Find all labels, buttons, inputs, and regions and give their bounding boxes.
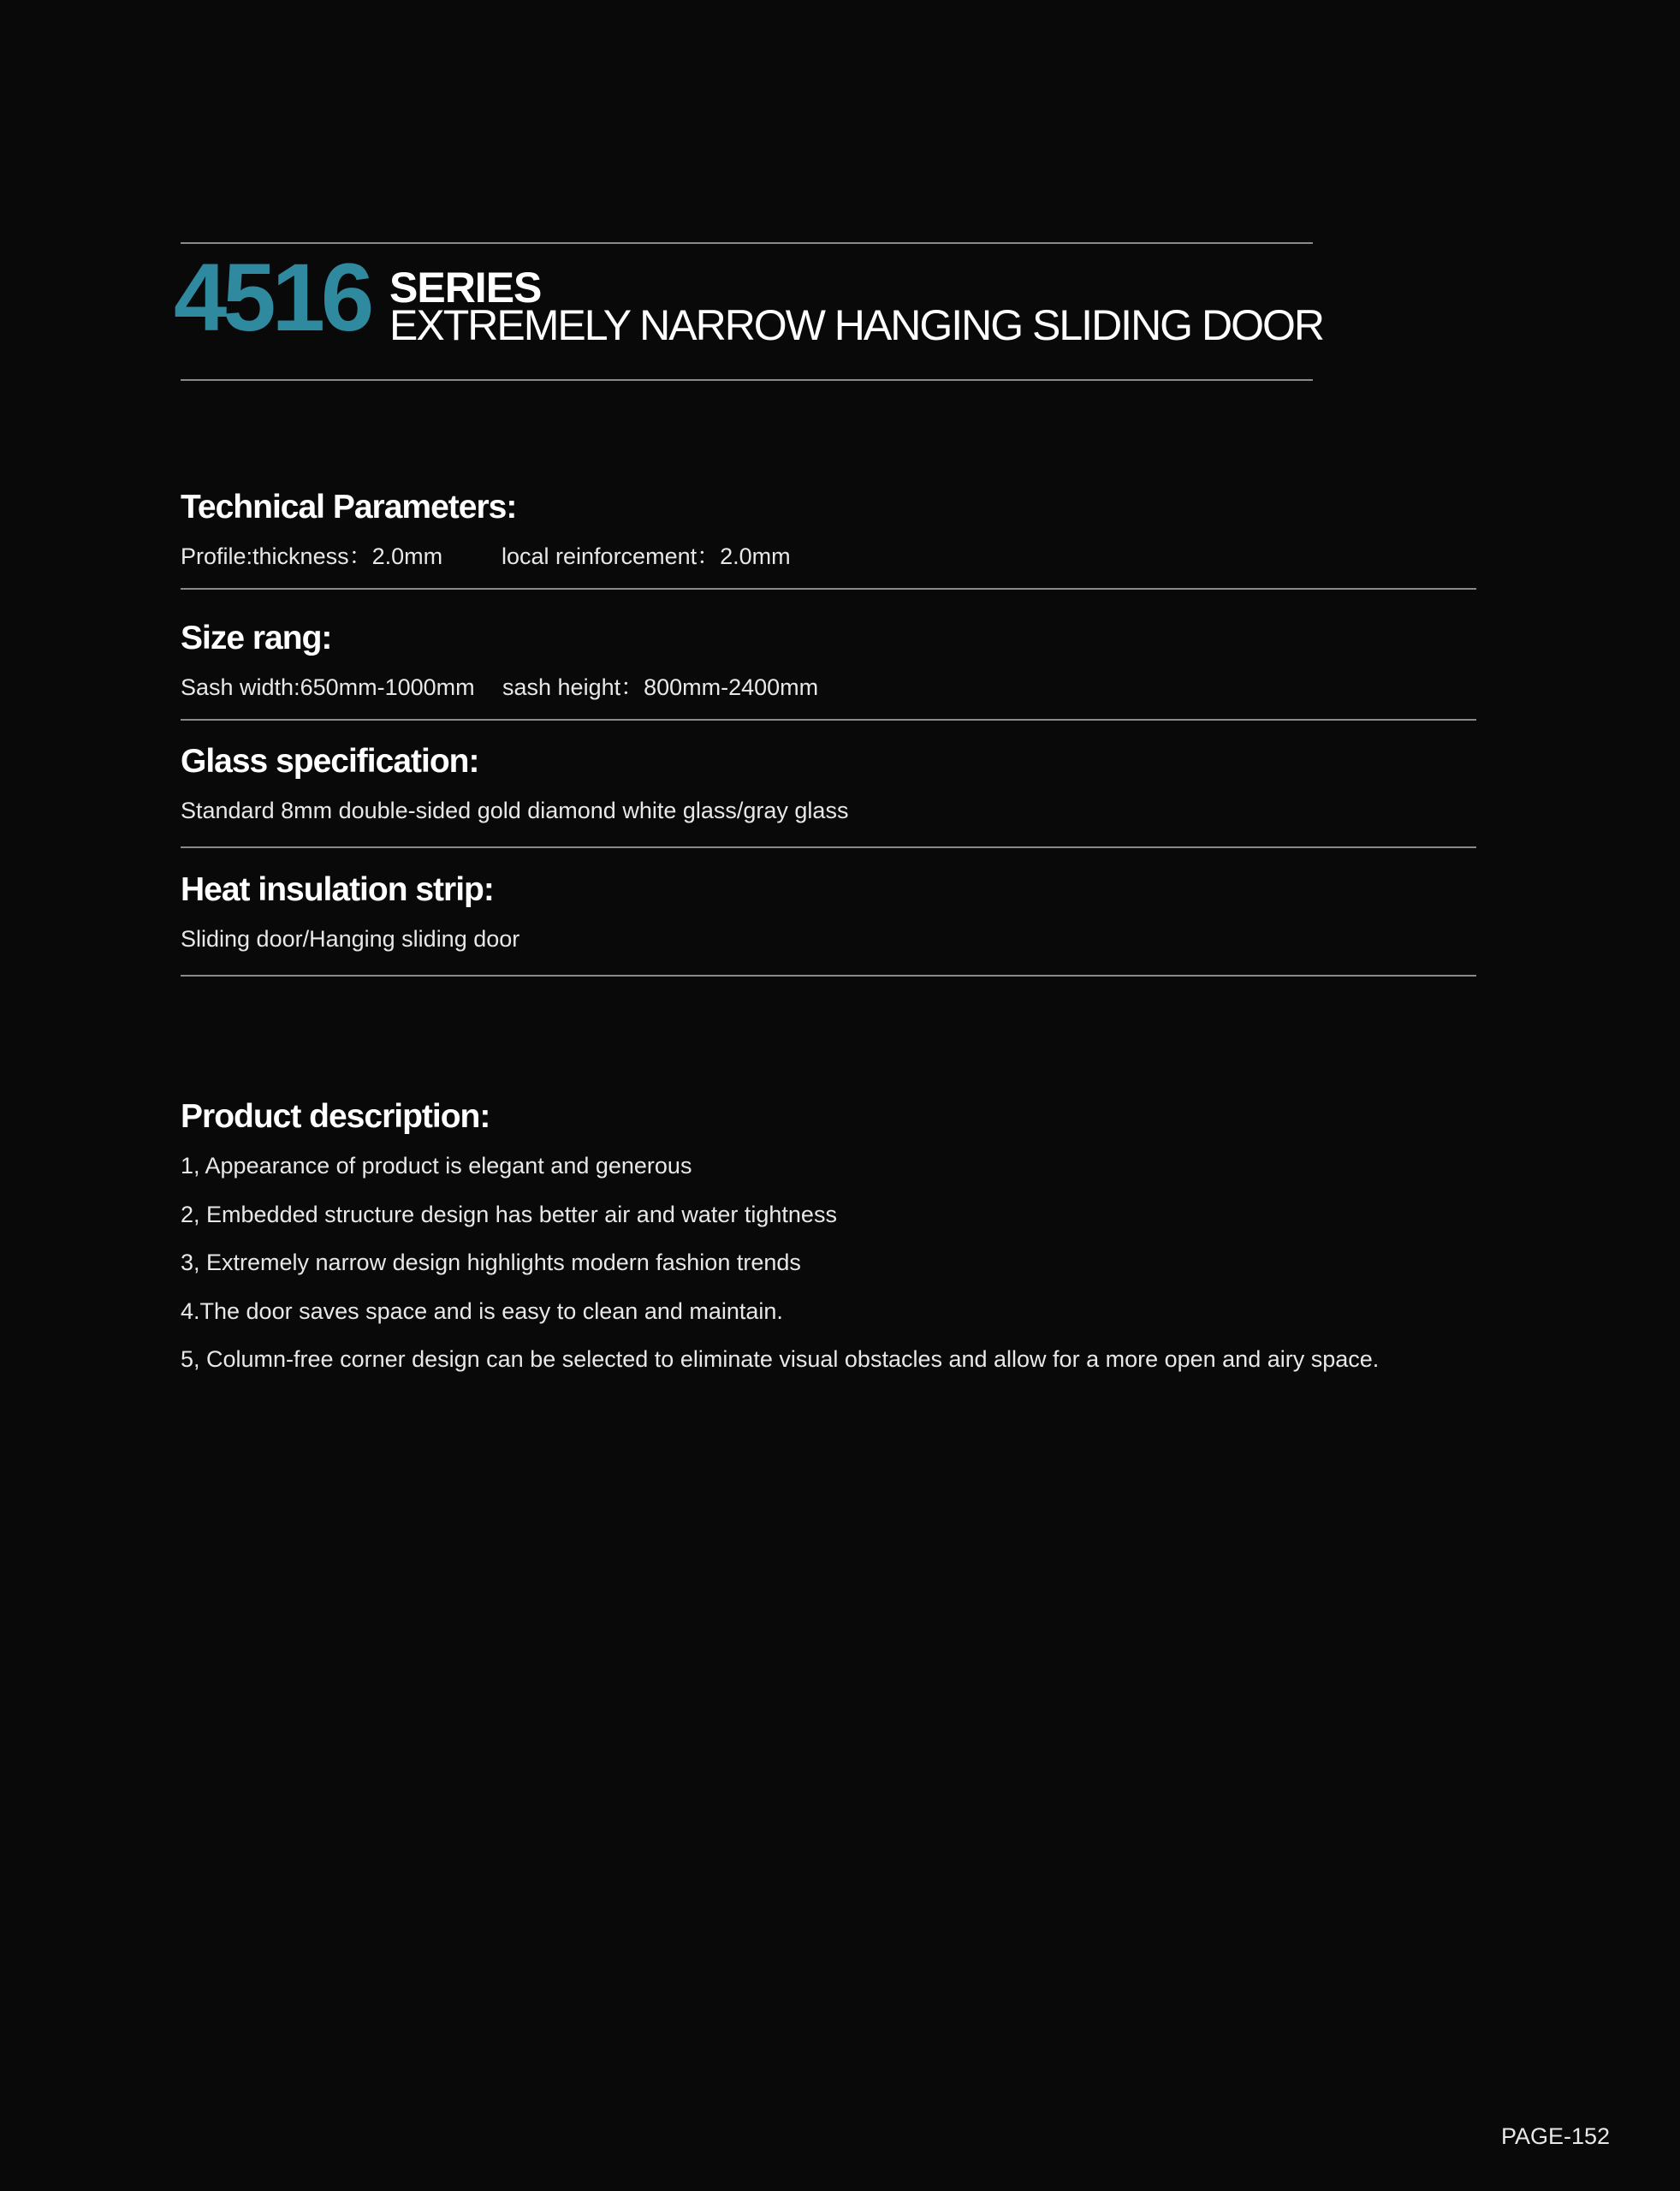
description-item: 3, Extremely narrow design highlights modern fashion trends [181,1250,801,1275]
description-item: 1, Appearance of product is elegant and generous [181,1153,692,1179]
section-divider [181,846,1476,848]
heat-insulation-heading: Heat insulation strip: [181,871,494,908]
product-description-heading: Product description: [181,1098,490,1135]
series-number: 4516 [174,244,371,351]
page-number: PAGE-152 [1501,2123,1611,2149]
size-range-heading: Size rang: [181,620,332,656]
profile-thickness-text: Profile:thickness：2.0mm [181,543,443,569]
series-subtitle: EXTREMELY NARROW HANGING SLIDING DOOR [389,301,1323,349]
glass-specification-heading: Glass specification: [181,743,479,780]
series-label: SERIES [389,264,542,312]
section-divider [181,719,1476,721]
technical-parameters-heading: Technical Parameters: [181,489,517,525]
description-item: 4.The door saves space and is easy to clean and maintain. [181,1298,783,1324]
description-item: 2, Embedded structure design has better air and water tightness [181,1202,837,1227]
sash-width-text: Sash width:650mm-1000mm [181,674,475,700]
section-divider [181,975,1476,977]
glass-specification-text: Standard 8mm double-sided gold diamond white glass/gray glass [181,798,849,823]
heat-insulation-text: Sliding door/Hanging sliding door [181,926,520,952]
section-divider [181,588,1476,590]
description-item: 5, Column-free corner design can be selected to eliminate visual obstacles and allow for a more open and airy space. [181,1346,1380,1372]
local-reinforcement-text: local reinforcement：2.0mm [502,543,791,569]
sash-height-text: sash height：800mm-2400mm [502,674,819,700]
title-bottom-divider [181,379,1313,381]
